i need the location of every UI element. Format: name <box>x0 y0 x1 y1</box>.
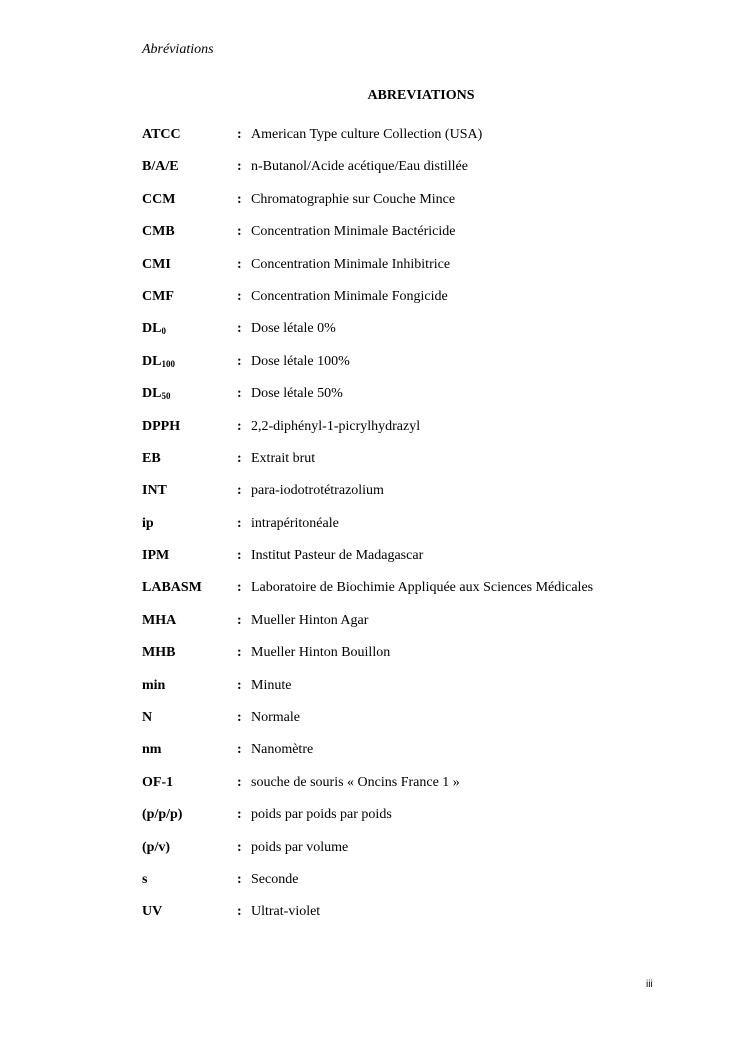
abbreviation-separator: : <box>237 386 242 402</box>
abbreviation-row <box>142 741 662 773</box>
abbreviation-term <box>142 612 176 630</box>
abbreviation-term <box>142 223 175 241</box>
abbreviation-separator: : <box>237 418 242 434</box>
abbreviation-definition: Mueller Hinton Bouillon <box>251 645 391 661</box>
abbreviation-term <box>142 547 169 565</box>
abbreviation-list <box>142 126 662 936</box>
abbreviation-term-text: UV <box>142 904 163 920</box>
abbreviation-definition: n-Butanol/Acide acétique/Eau distillée <box>251 159 468 175</box>
abbreviation-term-subscript: 0 <box>161 326 166 337</box>
abbreviation-term-text: MHB <box>142 645 176 661</box>
running-header: Abréviations <box>142 42 214 57</box>
abbreviation-term-text: DL <box>142 321 162 337</box>
abbreviation-row <box>142 579 662 611</box>
abbreviation-term-text: MHA <box>142 612 177 628</box>
abbreviation-definition: Nanomètre <box>251 742 314 758</box>
abbreviation-row <box>142 450 662 482</box>
abbreviation-term <box>142 774 173 792</box>
abbreviation-definition: Concentration Minimale Fongicide <box>251 288 448 304</box>
abbreviation-term-text: N <box>142 710 153 726</box>
abbreviation-separator: : <box>237 159 242 175</box>
abbreviation-term-text: (p/v) <box>142 839 170 855</box>
abbreviation-separator: : <box>237 256 242 272</box>
abbreviation-term-text: min <box>142 677 166 693</box>
abbreviation-term <box>142 191 175 209</box>
abbreviation-term-text: B/A/E <box>142 159 179 175</box>
abbreviation-term <box>142 871 147 889</box>
abbreviation-separator: : <box>237 677 242 693</box>
abbreviation-term-text: CMB <box>142 224 175 240</box>
abbreviation-term <box>142 677 165 695</box>
abbreviation-definition: Minute <box>251 677 292 693</box>
abbreviation-term-text: ATCC <box>142 127 181 142</box>
abbreviation-term <box>142 806 182 824</box>
abbreviation-term-text: DPPH <box>142 418 181 434</box>
abbreviation-definition: souche de souris « Oncins France 1 » <box>251 774 460 790</box>
abbreviation-definition: American Type culture Collection (USA) <box>251 127 483 142</box>
abbreviation-term <box>142 741 161 759</box>
abbreviation-definition: poids par poids par poids <box>251 807 392 823</box>
abbreviation-separator: : <box>237 904 242 920</box>
abbreviation-separator: : <box>237 710 242 726</box>
abbreviation-separator: : <box>237 127 242 142</box>
abbreviation-separator: : <box>237 580 242 596</box>
abbreviation-term <box>142 418 180 436</box>
abbreviation-separator: : <box>237 807 242 823</box>
abbreviation-separator: : <box>237 742 242 758</box>
abbreviation-row <box>142 126 662 158</box>
abbreviation-term-text: EB <box>142 450 161 466</box>
abbreviation-term <box>142 256 171 274</box>
abbreviation-row <box>142 482 662 514</box>
abbreviation-definition: Ultrat-violet <box>251 904 321 920</box>
abbreviation-separator: : <box>237 839 242 855</box>
abbreviation-term <box>142 353 175 371</box>
abbreviation-row <box>142 806 662 838</box>
abbreviation-definition: Dose létale 100% <box>251 353 350 369</box>
abbreviation-term-text: s <box>142 871 148 887</box>
abbreviation-row <box>142 288 662 320</box>
abbreviation-row <box>142 353 662 385</box>
abbreviation-term-text: ip <box>142 515 154 531</box>
abbreviation-row <box>142 158 662 190</box>
abbreviation-separator: : <box>237 515 242 531</box>
abbreviation-definition: Institut Pasteur de Madagascar <box>251 548 424 564</box>
abbreviation-separator: : <box>237 871 242 887</box>
abbreviation-term <box>142 515 154 533</box>
abbreviation-separator: : <box>237 548 242 564</box>
abbreviation-definition: Dose létale 50% <box>251 386 343 402</box>
abbreviation-definition: 2,2-diphényl-1-picrylhydrazyl <box>251 418 421 434</box>
abbreviation-separator: : <box>237 612 242 628</box>
abbreviation-definition: Mueller Hinton Agar <box>251 612 369 628</box>
abbreviation-term-text: DL <box>142 353 162 369</box>
abbreviation-term-text: INT <box>142 483 167 499</box>
abbreviation-separator: : <box>237 774 242 790</box>
abbreviation-row <box>142 256 662 288</box>
abbreviation-term <box>142 320 166 338</box>
abbreviation-row <box>142 418 662 450</box>
abbreviation-term-text: CMF <box>142 288 174 304</box>
abbreviation-row <box>142 385 662 417</box>
abbreviation-definition: Dose létale 0% <box>251 321 336 337</box>
abbreviation-row <box>142 839 662 871</box>
abbreviation-row <box>142 547 662 579</box>
abbreviation-term-text: LABASM <box>142 580 202 596</box>
abbreviation-term-subscript: 100 <box>161 358 175 369</box>
abbreviation-term <box>142 482 167 500</box>
abbreviation-definition: Seconde <box>251 871 299 887</box>
abbreviation-definition: intrapéritonéale <box>251 515 339 531</box>
abbreviation-term <box>142 288 174 306</box>
page-number: iii <box>646 979 653 990</box>
abbreviation-term <box>142 579 202 597</box>
abbreviation-row <box>142 515 662 547</box>
abbreviation-term-text: CCM <box>142 191 176 207</box>
abbreviation-row <box>142 871 662 903</box>
abbreviation-term-text: IPM <box>142 548 170 564</box>
abbreviation-separator: : <box>237 191 242 207</box>
abbreviation-row <box>142 191 662 223</box>
abbreviation-definition: Normale <box>251 710 300 726</box>
abbreviation-term-text: CMI <box>142 256 171 272</box>
abbreviation-definition: Concentration Minimale Bactéricide <box>251 224 456 240</box>
abbreviation-separator: : <box>237 321 242 337</box>
abbreviation-definition: Chromatographie sur Couche Mince <box>251 191 456 207</box>
abbreviation-definition: Extrait brut <box>251 450 316 466</box>
abbreviation-definition: para-iodotrotétrazolium <box>251 483 384 499</box>
abbreviation-term <box>142 644 175 662</box>
abbreviation-term-subscript: 50 <box>161 391 171 402</box>
abbreviation-separator: : <box>237 288 242 304</box>
abbreviation-term-text: OF-1 <box>142 774 174 790</box>
abbreviation-row <box>142 612 662 644</box>
abbreviation-term <box>142 158 179 176</box>
abbreviation-term <box>142 903 162 921</box>
abbreviation-separator: : <box>237 450 242 466</box>
abbreviation-separator: : <box>237 353 242 369</box>
abbreviation-row <box>142 644 662 676</box>
abbreviation-definition: Concentration Minimale Inhibitrice <box>251 256 451 272</box>
abbreviation-term <box>142 450 161 468</box>
abbreviation-term-text: DL <box>142 386 162 402</box>
abbreviation-row <box>142 709 662 741</box>
abbreviation-term <box>142 126 181 144</box>
abbreviation-row <box>142 903 662 935</box>
abbreviation-row <box>142 223 662 255</box>
abbreviation-definition: poids par volume <box>251 839 349 855</box>
abbreviation-term <box>142 385 170 403</box>
abbreviation-separator: : <box>237 224 242 240</box>
abbreviation-term-text: (p/p/p) <box>142 807 183 823</box>
page-title: ABREVIATIONS <box>367 88 475 103</box>
abbreviation-separator: : <box>237 645 242 661</box>
abbreviation-term <box>142 839 170 857</box>
abbreviation-definition: Laboratoire de Biochimie Appliquée aux Sciences Médicales <box>251 580 594 596</box>
abbreviation-row <box>142 677 662 709</box>
abbreviation-separator: : <box>237 483 242 499</box>
abbreviation-term-text: nm <box>142 742 162 758</box>
abbreviation-row <box>142 774 662 806</box>
abbreviation-row <box>142 320 662 352</box>
abbreviation-term <box>142 709 152 727</box>
